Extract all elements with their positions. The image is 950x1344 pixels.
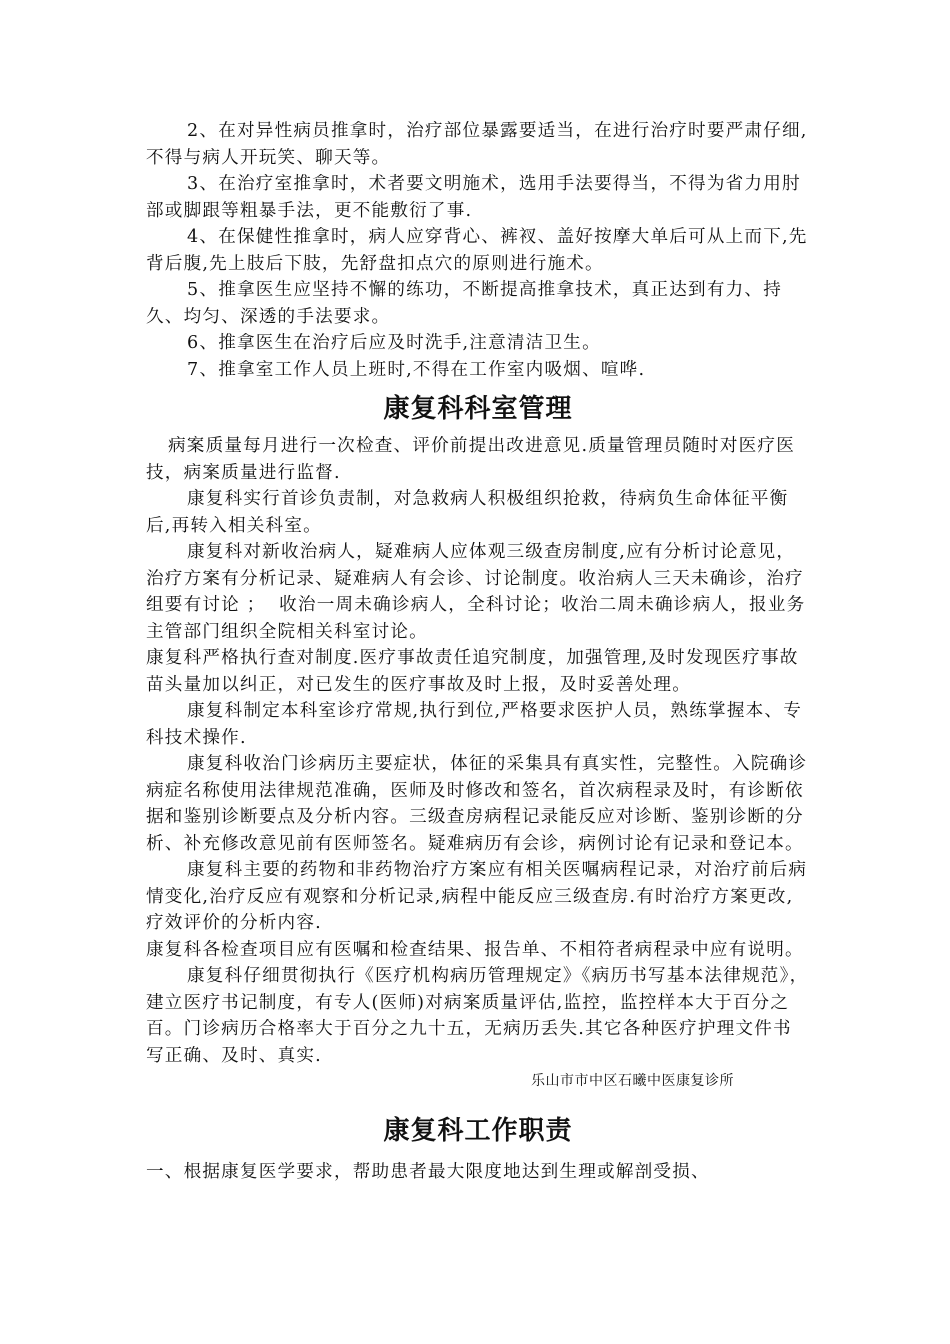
rule-item-4: 4、在保健性推拿时，病人应穿背心、裤衩、盖好按摩大单后可从上而下,先背后腹,先上肢后下肢，先舒盘扣点穴的原则进行施术。	[146, 227, 808, 274]
section-title-department-management: 康复科科室管理	[383, 394, 573, 424]
section-title-duties: 康复科工作职责	[383, 1116, 573, 1146]
rule-item-6: 6、推拿医生在治疗后应及时洗手,注意清洁卫生。	[187, 333, 601, 353]
rule-item-2: 2、在对异性病员推拿时，治疗部位暴露要适当，在进行治疗时要严肃仔细,不得与病人开玩笑、聊天等。	[146, 121, 808, 168]
paragraph-record-quality: 病案质量每月进行一次检查、评价前提出改进意见.质量管理员随时对医疗医技，病案质量进行监督.	[146, 436, 795, 483]
paragraph-duty-1: 一、根据康复医学要求，帮助患者最大限度地达到生理或解剖受损、	[146, 1162, 710, 1182]
paragraph-treatment-plan: 康复科主要的药物和非药物治疗方案应有相关医嘱病程记录，对治疗前后病情变化,治疗反应有观察和分析记录,病程中能反应三级查房.有时治疗方案更改,疗效评价的分析内容.	[146, 860, 808, 933]
rule-item-3: 3、在治疗室推拿时，术者要文明施术，选用手法要得当，不得为省力用肘部或脚跟等粗暴手法，更不能敷衍了事.	[146, 174, 801, 221]
paragraph-examinations: 康复科各检查项目应有医嘱和检查结果、报告单、不相符者病程录中应有说明。	[146, 939, 804, 960]
paragraph-routines: 康复科制定本科室诊疗常规,执行到位,严格要求医护人员，熟练掌握本、专科技术操作.	[146, 701, 802, 748]
paragraph-record-regulations: 康复科仔细贯彻执行《医疗机构病历管理规定》《病历书写基本法律规范》，建立医疗书记制度，有专人(医师)对病案质量评估,监控，监控样本大于百分之百。门诊病历合格率大于百分之九十五，无病历丢失.其它各种医疗护理文件书写正确、及时、真实.	[146, 966, 809, 1066]
paragraph-first-diagnosis: 康复科实行首诊负责制，对急救病人积极组织抢救，待病负生命体征平衡后,再转入相关科室。	[146, 489, 789, 536]
clinic-signature: 乐山市市中区石曦中医康复诊所	[531, 1073, 734, 1089]
paragraph-outpatient-records: 康复科收治门诊病历主要症状，体征的采集具有真实性，完整性。入院确诊病症名称使用法律规范准确，医师及时修改和签名，首次病程录及时，有诊断依据和鉴别诊断要点及分析内容。三级查房病程记录能反应对诊断、鉴别诊断的分析、补充修改意见前有医师签名。疑难病历有会诊，病例讨论有记录和登记本。	[146, 754, 808, 854]
paragraph-ward-rounds: 康复科对新收治病人，疑难病人应体观三级查房制度,应有分析讨论意见，治疗方案有分析记录、疑难病人有会诊、讨论制度。收治病人三天未确诊，治疗组要有讨论 ； 收治一周未确诊病人，全科讨论；收治二周未确诊病人，报业务主管部门组织全院相关科室讨论。	[146, 542, 806, 642]
rule-item-5: 5、推拿医生应坚持不懈的练功，不断提高推拿技术，真正达到有力、持久、均匀、深透的手法要求。	[146, 280, 783, 327]
document-page	[146, 118, 810, 1186]
paragraph-verification: 康复科严格执行查对制度.医疗事故责任追究制度，加强管理,及时发现医疗事故苗头量加以纠正，对已发生的医疗事故及时上报，及时妥善处理。	[146, 648, 799, 695]
rule-item-7: 7、推拿室工作人员上班时,不得在工作室内吸烟、喧哗.	[187, 359, 646, 380]
